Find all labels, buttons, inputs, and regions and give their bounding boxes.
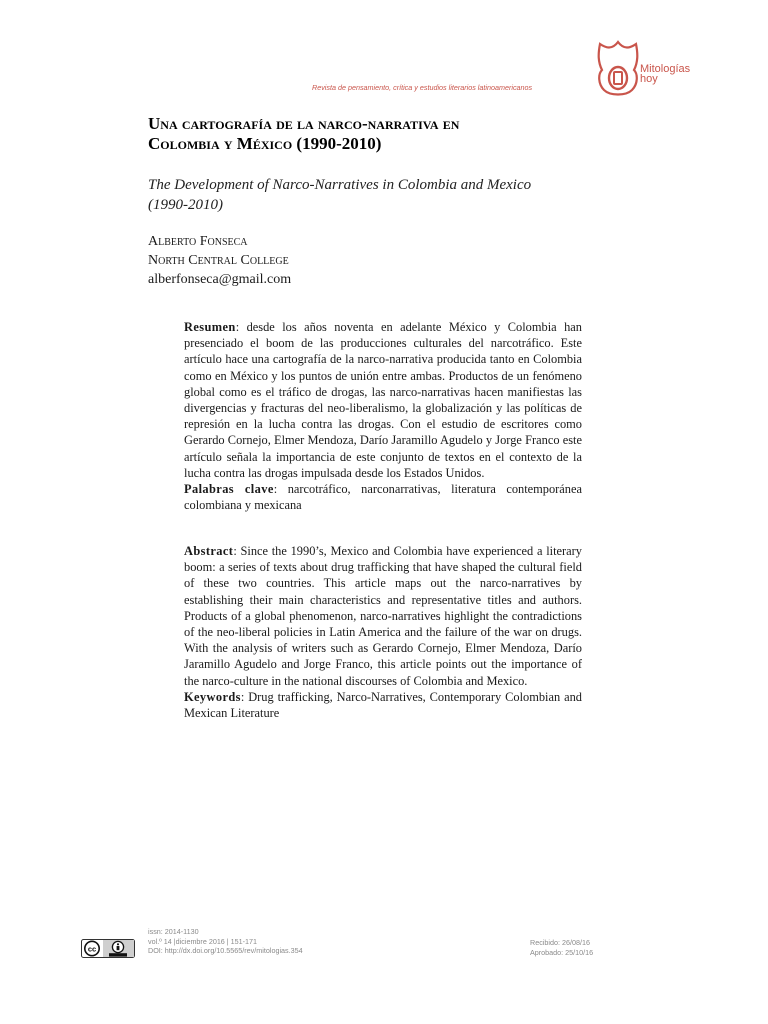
subtitle-line-2: (1990-2010) xyxy=(148,197,223,213)
subtitle-line-1: The Development of Narco-Narratives in Colombia and Mexico xyxy=(148,177,532,193)
resumen-text: : desde los años noventa en adelante México y Colombia han presenciado el boom de las producciones culturales del narcotráfico. Este artículo hace una cartografía de la narco-narrativa producida tanto en Colombia como en México y los puntos de unión entre ambas. Productos de un fenómeno global como es el tráfico de drogas, las narco-narrativas hacen manifiestas las divergencias y fracturas del neo-liberalismo, la globalización y las políticas de represión en la lucha contra las drogas. Con el estudio de escritores como Gerardo Cornejo, Elmer Mendoza, Darío Jaramillo Agudelo y Jorge Franco este artículo señala la importancia de este conjunto de textos en el contexto de la lucha contra las drogas impulsada desde los Estados Unidos. xyxy=(184,320,582,480)
keywords-paragraph xyxy=(184,689,582,721)
footer-publication-info xyxy=(148,927,448,956)
footer-approved: Aprobado: 25/10/16 xyxy=(530,947,594,957)
resumen-label: Resumen xyxy=(184,320,236,334)
svg-text:cc: cc xyxy=(87,944,97,954)
abstract-paragraph xyxy=(184,543,582,689)
logo-wordmark-line1: Mitologías xyxy=(640,63,691,75)
resumen-paragraph xyxy=(184,319,582,481)
abstract-text: : Since the 1990’s, Mexico and Colombia have experienced a literary boom: a series of texts about drug trafficking that have shaped the cultural field of these two countries. This article maps out the narco-narratives by establishing their main characteristics and representative titles and authors. Products of a global phenomenon, narco-narratives highlight the contradictions of the neo-liberal policies in Latin America and the failure of the war on drugs. With the analysis of writers such as Gerardo Cornejo, Elmer Mendoza, Darío Jaramillo Agudelo and Jorge Franco, this article points out the importance of the narco-culture in the national discourses of Colombia and Mexico. xyxy=(184,544,582,688)
palabras-clave-text: : narcotráfico, narconarrativas, literatura contemporánea colombiana y mexicana xyxy=(184,482,583,513)
keywords-label: Keywords xyxy=(184,689,241,704)
article-subtitle xyxy=(148,175,608,215)
journal-tagline: Revista de pensamiento, crítica y estudios literarios latinoamericanos xyxy=(312,83,533,92)
title-line-2: Colombia y México (1990-2010) xyxy=(148,134,382,153)
article-title xyxy=(148,114,608,154)
palabras-clave-paragraph xyxy=(184,481,582,513)
title-line-1: Una cartografía de la narco-narrativa en xyxy=(148,114,460,133)
resumen-section xyxy=(184,319,582,513)
abstract-section xyxy=(184,543,582,721)
footer-volume: vol.º 14 |diciembre 2016 | 151-171 xyxy=(148,936,258,946)
author-name: Alberto Fonseca xyxy=(148,234,248,249)
footer-doi[interactable]: DOI: http://dx.doi.org/10.5565/rev/mitologias.354 xyxy=(148,946,303,956)
palabras-clave-label: Palabras clave xyxy=(184,482,274,497)
abstract-label: Abstract xyxy=(184,544,234,558)
logo-wordmark xyxy=(640,64,710,84)
footer-issn: issn: 2014-1130 xyxy=(148,927,199,936)
cc-by-icon[interactable] xyxy=(81,939,135,958)
author-block xyxy=(148,232,568,289)
author-affiliation: North Central College xyxy=(148,253,289,268)
mitologias-logo-icon xyxy=(592,40,644,98)
keywords-text: : Drug trafficking, Narco-Narratives, Contemporary Colombian and Mexican Literature xyxy=(184,689,582,721)
footer-received: Recibido: 26/08/16 xyxy=(530,938,590,947)
author-email[interactable]: alberfonseca@gmail.com xyxy=(148,272,292,287)
footer-dates xyxy=(530,938,620,957)
logo-wordmark-line2: hoy xyxy=(640,73,658,85)
